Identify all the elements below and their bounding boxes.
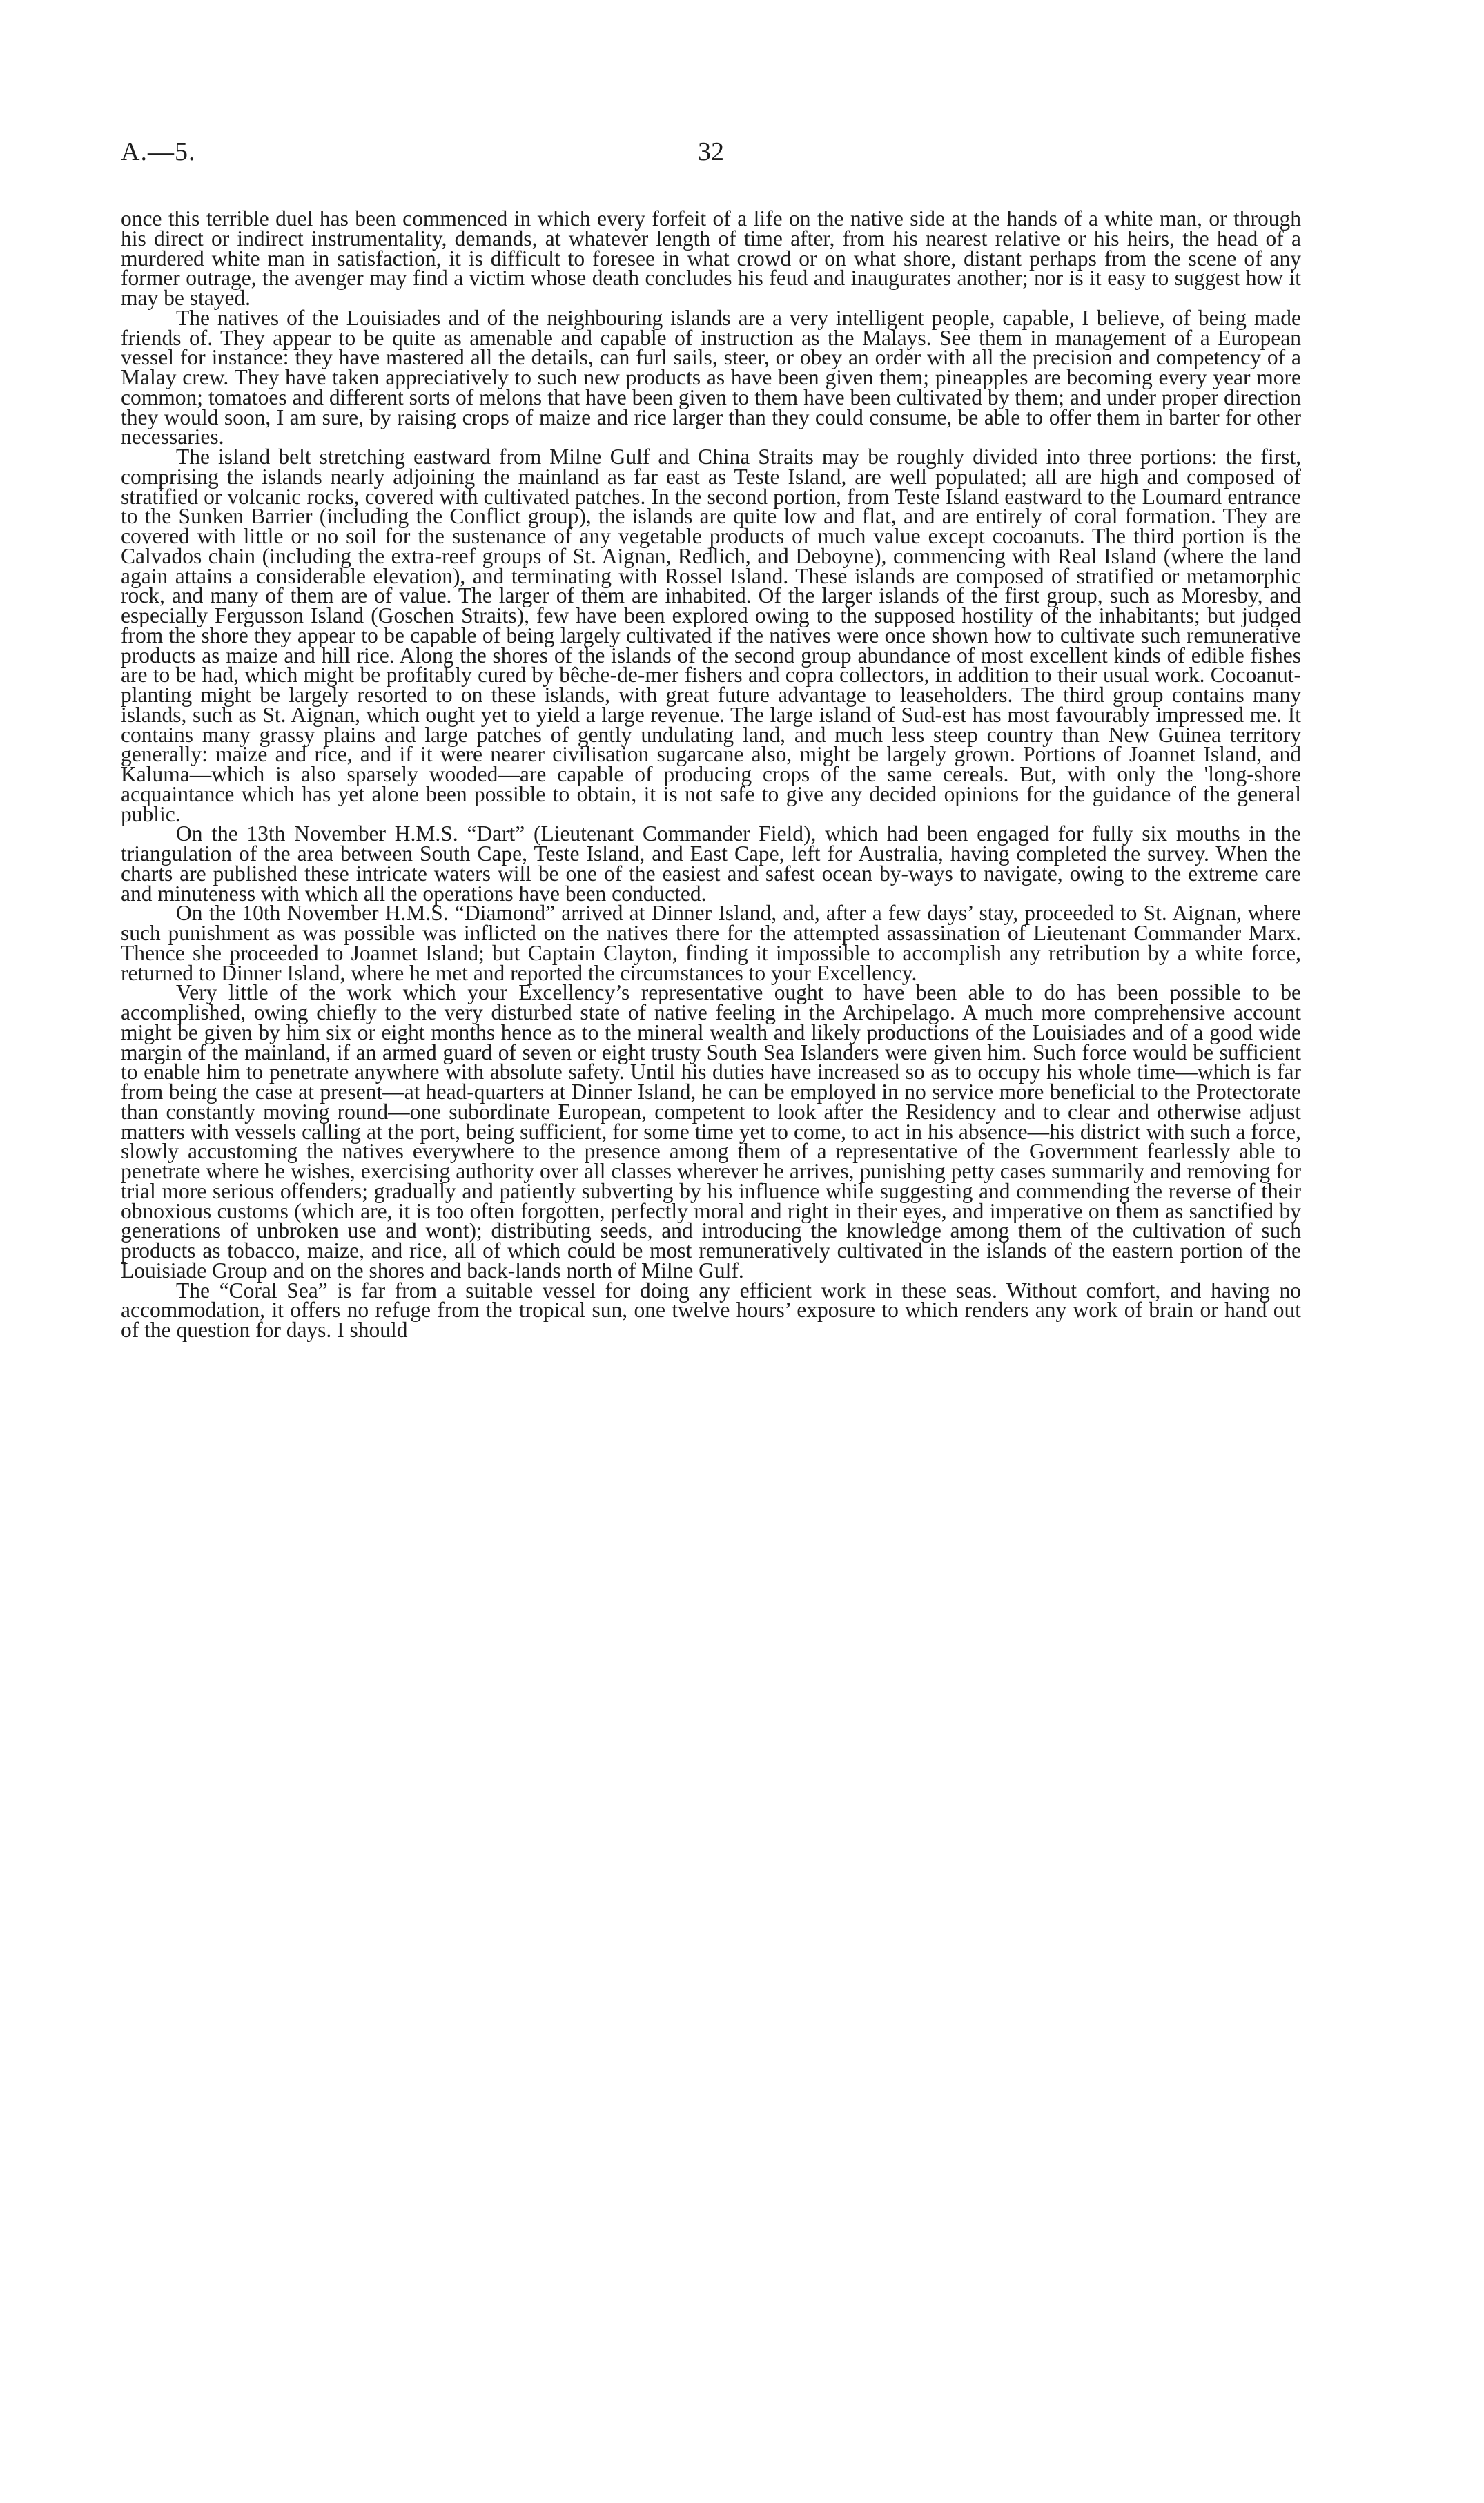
paragraph-representative-work: Very little of the work which your Excellency’s representative ought to have been able to do has been possible to be accomplished, owing chiefly to the very disturbed state of native feeling in the Archipelago. A much more comprehensive account might be given by him six or eight months hence as to the mineral wealth and likely productions of the Louisiades and of a good wide margin of the mainland, if an armed guard of seven or eight trusty South Sea Islanders were given him. Such force would be sufficient to enable him to penetrate anywhere with absolute safety. Until his duties have increased so as to occupy his whole time—which is far from being the case at present—at head-quarters at Dinner Island, he can be employed in no service more beneficial to the Protectorate than constantly moving round—one subordinate European, competent to look after the Residency and to clear and otherwise adjust matters with vessels calling at the port, being sufficient, for some time yet to come, to act in his absence—his district with such a force, slowly accustoming the natives everywhere to the presence among them of a representative of the Government fearlessly able to penetrate where he wishes, exercising authority over all classes wherever he arrives, punishing petty cases summarily and removing for trial more serious offenders; gradually and patiently subverting by his influence while suggesting and commending the reverse of their obnoxious customs (which are, it is too often forgotten, perfectly moral and right in their eyes, and imperative on them as sanctified by generations of unbroken use and wont); distributing seeds, and introducing the knowledge among them of the cultivation of such products as tobacco, maize, and rice, all of which could be most remuneratively cultivated in the islands of the eastern portion of the Louisiade Group and on the shores and back-lands north of Milne Gulf. bbox=[121, 980, 1301, 1283]
paragraph-hms-diamond: On the 10th November H.M.S. “Diamond” arrived at Dinner Island, and, after a few days’ stay, proceeded to St. Aignan, where such punishment as was possible was inflicted on the natives there for the attempted assassination of Lieutenant Commander Marx. Thence she proceeded to Joannet Island; but Captain Clayton, finding it impossible to accomplish any retribution by a white force, returned to Dinner Island, where he met and reported the circumstances to your Excellency. bbox=[121, 901, 1301, 985]
paragraph-natives-of-louisiades: The natives of the Louisiades and of the neighbouring islands are a very intelligent people, capable, I believe, of being made friends of. They appear to be quite as amenable and capable of instruction as the Malays. See them in management of a European vessel for instance: they have mastered all the details, can furl sails, steer, or obey an order with all the precision and competency of a Malay crew. They have taken appreciatively to such new products as have been given them; pineapples are becoming every year more common; tomatoes and different sorts of melons that have been given to them have been cultivated by them; and under proper direction they would soon, I am sure, by raising crops of maize and rice larger than they could consume, be able to offer them in barter for other necessaries. bbox=[121, 305, 1301, 449]
body-text bbox=[121, 206, 1301, 1342]
paragraph-coral-sea: The “Coral Sea” is far from a suitable vessel for doing any efficient work in these seas. Without comfort, and having no accommodation, it offers no refuge from the tropical sun, one twelve hours’ exposure to which renders any work of brain or hand out of the question for days. I should bbox=[121, 1278, 1301, 1342]
paragraph-island-belt: The island belt stretching eastward from Milne Gulf and China Straits may be roughly divided into three portions: the first, comprising the islands nearly adjoining the mainland as far east as Teste Island, are well populated; all are high and composed of stratified or volcanic rocks, covered with cultivated patches. In the second portion, from Teste Island eastward to the Loumard entrance to the Sunken Barrier (including the Conflict group), the islands are quite low and flat, and are entirely of coral formation. They are covered with little or no soil for the sustenance of any vegetable products of much value except cocoanuts. The third portion is the Calvados chain (including the extra-reef groups of St. Aignan, Redlich, and Deboyne), commencing with Real Island (where the land again attains a considerable elevation), and terminating with Rossel Island. These islands are composed of stratified or metamorphic rock, and many of them are of value. The larger of them are inhabited. Of the larger islands of the first group, such as Moresby, and especially Fergusson Island (Goschen Straits), few have been explored owing to the supposed hostility of the inhabitants; but judged from the shore they appear to be capable of being largely cultivated if the natives were once shown how to cultivate such remunerative products as maize and hill rice. Along the shores of the islands of the second group abundance of most excellent kinds of edible fishes are to be had, which might be profitably cured by bêche-de-mer fishers and copra collectors, in addition to their usual work. Cocoanut-planting might be largely resorted to on these islands, with great future advantage to leaseholders. The third group contains many islands, such as St. Aignan, which ought yet to yield a large revenue. The large island of Sud-est has most favourably impressed me. It contains many grassy plains and large patches of gently undulating land, and much less steep country than New Guinea territory generally: maize and rice, and if it were nearer civilisation sugarcane also, might be largely grown. Portions of Joannet Island, and Kaluma—which is also sparsely wooded—are capable of producing crops of the same cereals. But, with only the 'long-shore acquaintance which has yet alone been possible to obtain, it is not safe to give any decided opinions for the guidance of the general public. bbox=[121, 445, 1301, 826]
paragraph-hms-dart: On the 13th November H.M.S. “Dart” (Lieutenant Commander Field), which had been engaged for fully six mouths in the triangulation of the area between South Cape, Teste Island, and East Cape, left for Australia, having completed the survey. When the charts are published these intricate waters will be one of the easiest and safest ocean by-ways to navigate, owing to the extreme care and minuteness with which all the operations have been conducted. bbox=[121, 821, 1301, 906]
paragraph-continued: once this terrible duel has been commenced in which every forfeit of a life on the native side at the hands of a white man, or through his direct or indirect instrumentality, demands, at whatever length of time after, from his nearest relative or his heirs, the head of a murdered white man in satisfaction, it is difficult to foresee in what crowd or on what shore, distant perhaps from the scene of any former outrage, the avenger may find a victim whose death concludes his feud and inaugurates another; nor is it easy to suggest how it may be stayed. bbox=[121, 206, 1301, 310]
document-reference: A.—5. bbox=[121, 137, 196, 166]
page-number: 32 bbox=[698, 137, 724, 166]
page-header bbox=[121, 137, 1301, 178]
